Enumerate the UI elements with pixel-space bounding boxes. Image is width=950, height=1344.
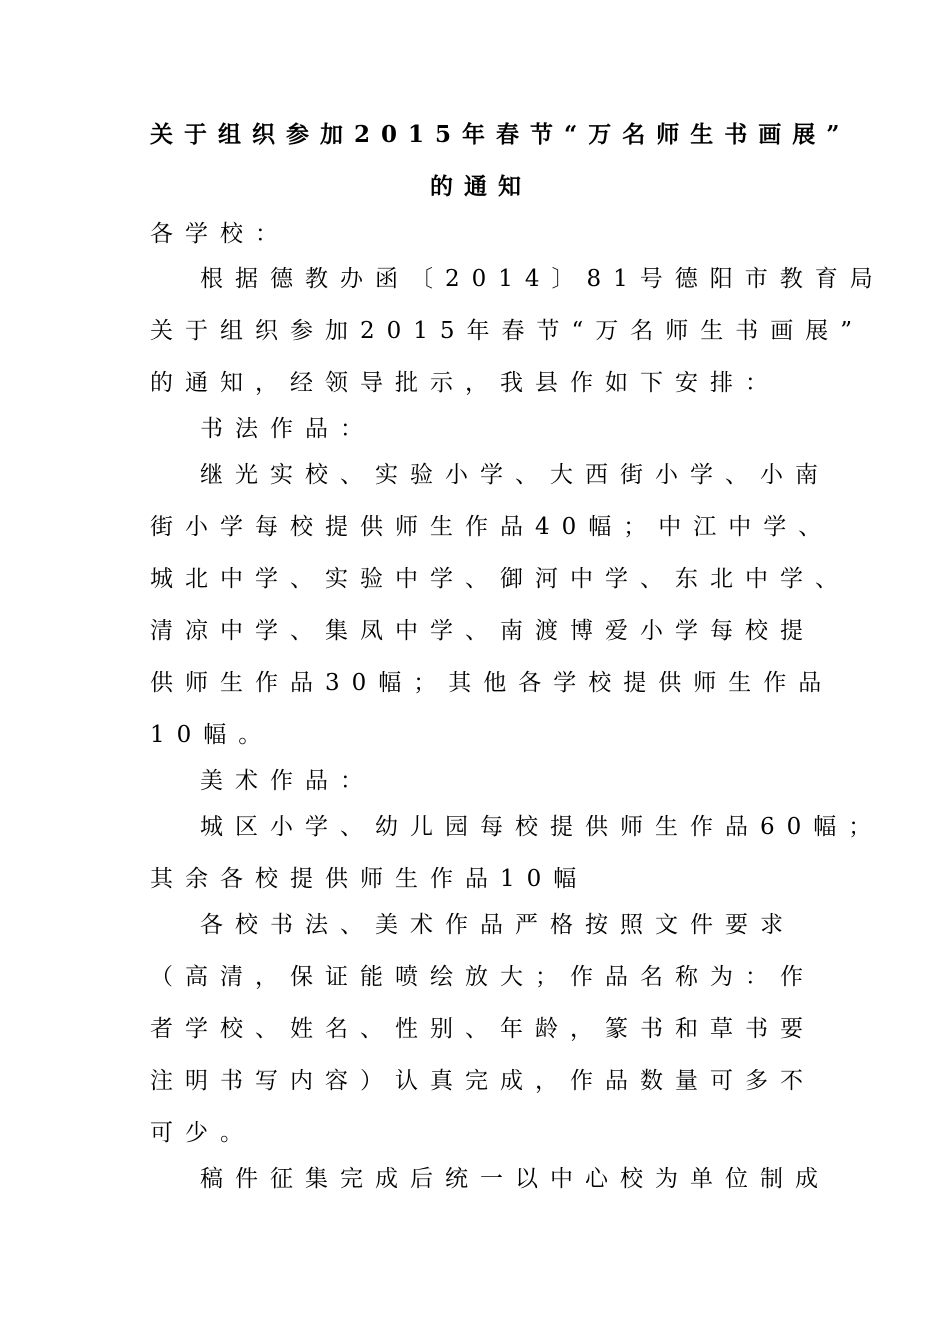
paragraph-line: 者学校、姓名、性别、年龄，篆书和草书要: [150, 1016, 815, 1042]
title-line-2: 的通知: [430, 173, 532, 200]
title-line-1: 关于组织参加2015年春节“万名师生书画展”: [150, 121, 851, 148]
paragraph-line: 城北中学、实验中学、御河中学、东北中学、: [150, 566, 850, 592]
paragraph-line: 的通知，经领导批示，我县作如下安排：: [150, 370, 780, 396]
paragraph-line: 继光实校、实验小学、大西街小学、小南: [200, 462, 830, 488]
paragraph-line: 城区小学、幼儿园每校提供师生作品60幅；: [200, 814, 884, 840]
paragraph-line: 街小学每校提供师生作品40幅；中江中学、: [150, 514, 834, 540]
paragraph-line: 10幅。: [150, 722, 274, 748]
paragraph-line: 清凉中学、集凤中学、南渡博爱小学每校提: [150, 618, 815, 644]
paragraph-line: 各校书法、美术作品严格按照文件要求: [200, 912, 795, 938]
paragraph-line: 根据德教办函〔2014〕81号德阳市教育局: [200, 266, 885, 292]
paragraph-line: 其余各校提供师生作品10幅: [150, 866, 589, 892]
salutation: 各学校：: [150, 221, 290, 247]
section-heading-calligraphy: 书法作品：: [200, 416, 375, 442]
paragraph-line: 关于组织参加2015年春节“万名师生书画展”: [150, 318, 865, 344]
paragraph-line: （高清，保证能喷绘放大；作品名称为：作: [150, 964, 815, 990]
paragraph-line: 可少。: [150, 1120, 255, 1146]
section-heading-art: 美术作品：: [200, 768, 375, 794]
paragraph-line: 供师生作品30幅；其他各学校提供师生作品: [150, 670, 834, 696]
paragraph-line: 稿件征集完成后统一以中心校为单位制成: [200, 1166, 830, 1192]
paragraph-line: 注明书写内容）认真完成，作品数量可多不: [150, 1068, 815, 1094]
